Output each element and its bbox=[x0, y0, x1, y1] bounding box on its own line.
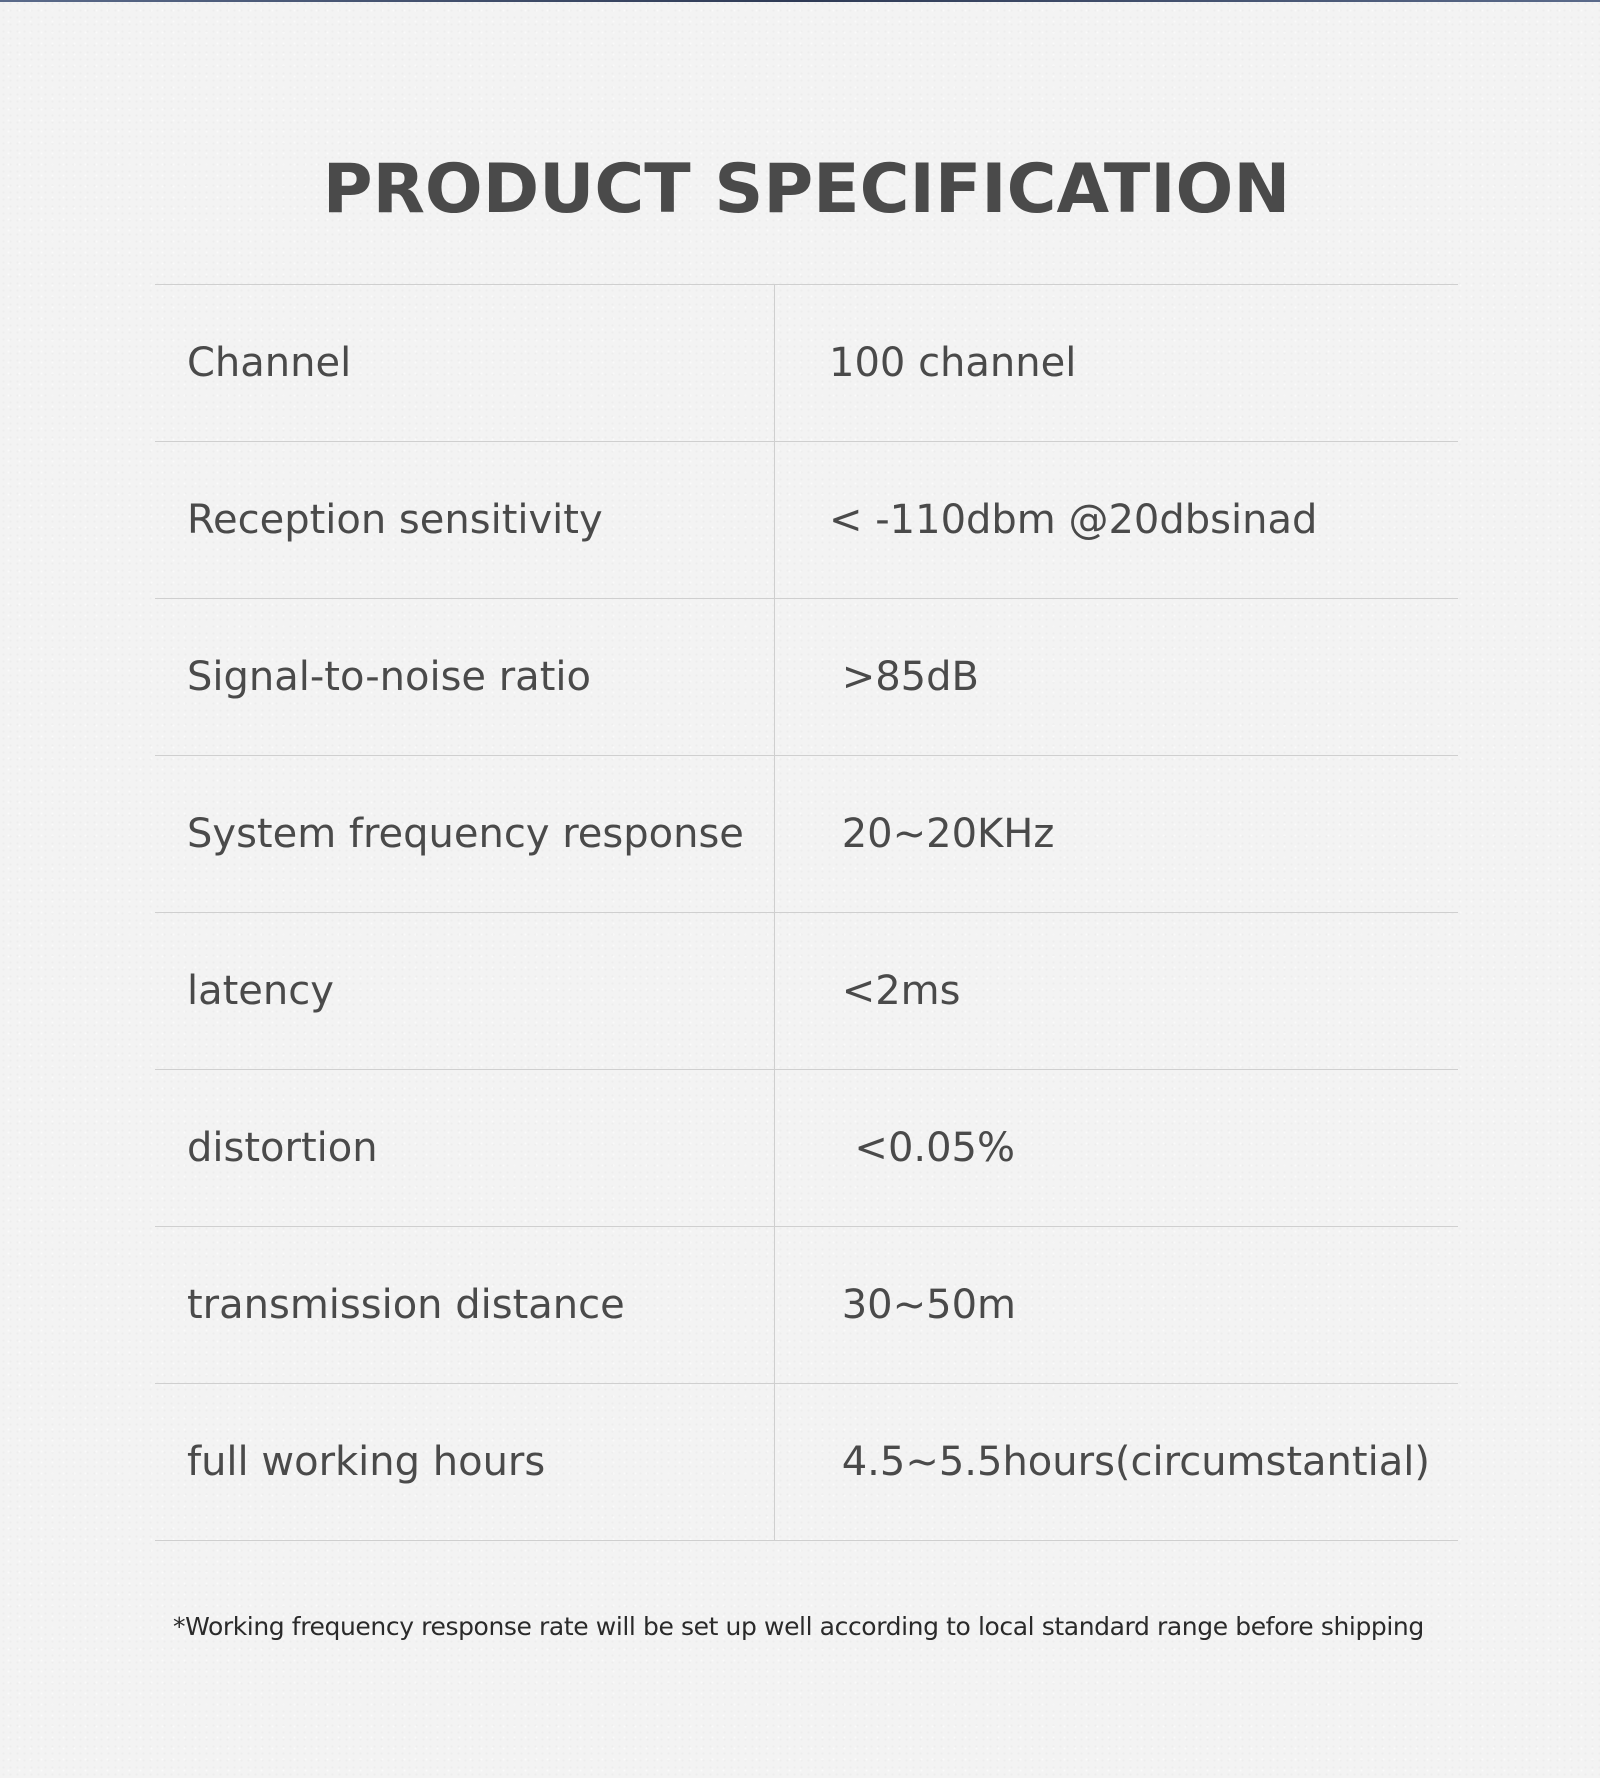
spec-value: 100 channel bbox=[829, 340, 1077, 386]
spec-table bbox=[155, 284, 1458, 1541]
spec-row-latency bbox=[155, 913, 1458, 1070]
top-border-line bbox=[0, 0, 1600, 2]
spec-label: Reception sensitivity bbox=[155, 442, 775, 598]
spec-label: distortion bbox=[155, 1070, 775, 1226]
spec-value: <2ms bbox=[829, 968, 961, 1014]
spec-label: latency bbox=[155, 913, 775, 1069]
spec-value: >85dB bbox=[829, 654, 979, 700]
spec-label: full working hours bbox=[155, 1384, 775, 1540]
page-title: PRODUCT SPECIFICATION bbox=[322, 150, 1291, 229]
spec-row-reception-sensitivity bbox=[155, 442, 1458, 599]
spec-row-channel bbox=[155, 285, 1458, 442]
shipping-footnote: *Working frequency response rate will be set up well according to local standard range before shipping bbox=[173, 1612, 1424, 1641]
spec-label: transmission distance bbox=[155, 1227, 775, 1383]
spec-row-frequency-response bbox=[155, 756, 1458, 913]
spec-row-signal-to-noise bbox=[155, 599, 1458, 756]
spec-row-transmission-distance bbox=[155, 1227, 1458, 1384]
spec-value: 20~20KHz bbox=[829, 811, 1055, 857]
spec-label: Signal-to-noise ratio bbox=[155, 599, 775, 755]
spec-value: 30~50m bbox=[829, 1282, 1016, 1328]
spec-label: Channel bbox=[155, 285, 775, 441]
spec-value: 4.5~5.5hours(circumstantial) bbox=[829, 1439, 1430, 1485]
spec-row-working-hours bbox=[155, 1384, 1458, 1541]
spec-label: System frequency response bbox=[155, 756, 775, 912]
spec-row-distortion bbox=[155, 1070, 1458, 1227]
spec-value: < -110dbm @20dbsinad bbox=[829, 497, 1318, 543]
spec-value: <0.05% bbox=[829, 1125, 1016, 1171]
